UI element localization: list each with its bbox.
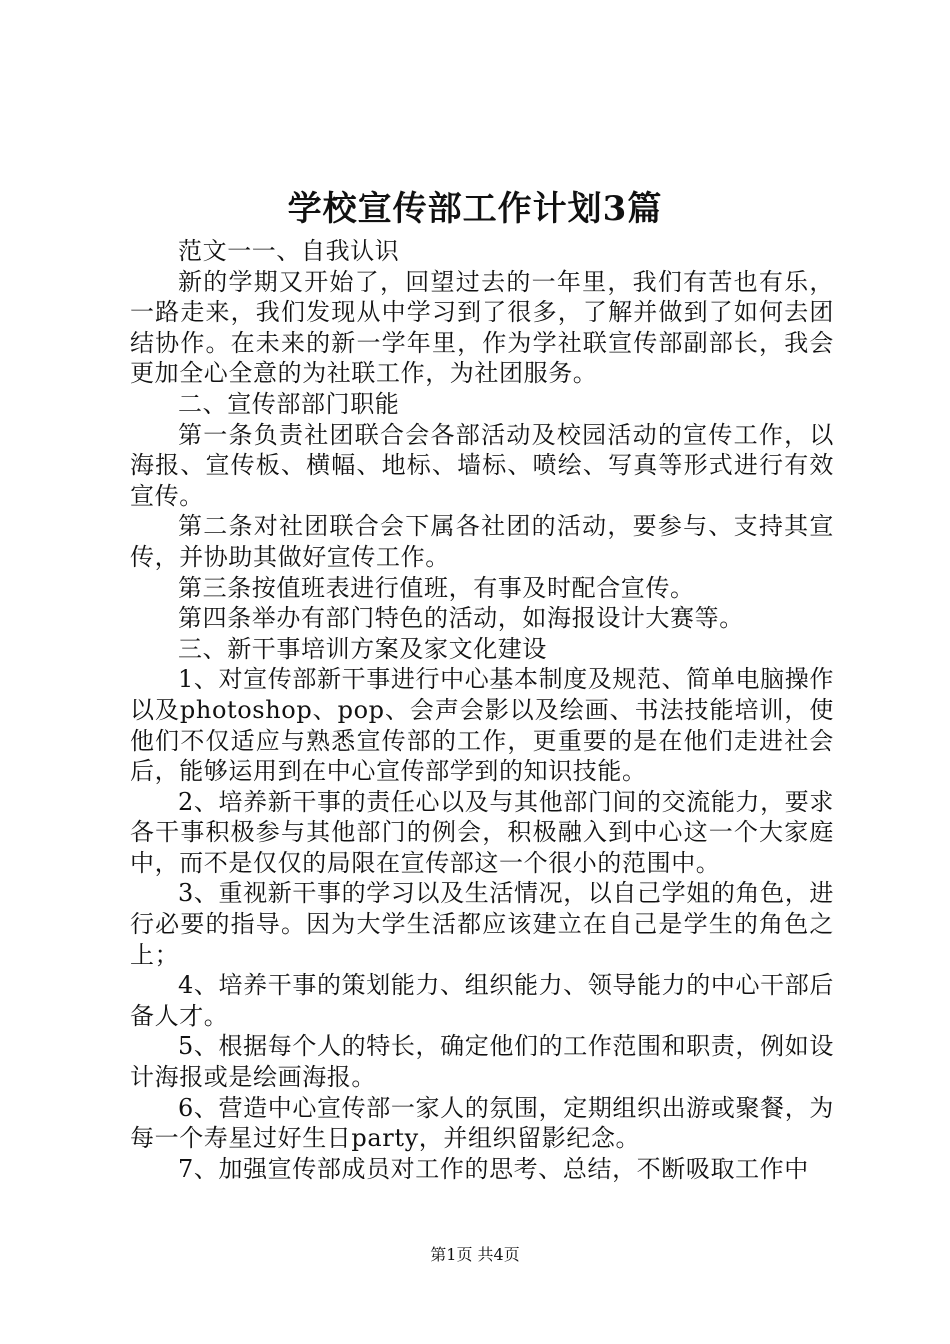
paragraph-heading-self-awareness: 范文一一、自我认识 xyxy=(178,237,400,265)
paragraph: 7、加强宣传部成员对工作的思考、总结，不断吸取工作中 xyxy=(178,1154,809,1183)
paragraph: 第一条负责社团联合会各部活动及校园活动的宣传工作，以海报、宣传板、横幅、地标、墙标、喷绘、写真等形式进行有效宣传。 xyxy=(130,420,834,510)
paragraph: 6、营造中心宣传部一家人的氛围，定期组织出游或聚餐，为每一个寿星过好生日party，并组织留影纪念。 xyxy=(130,1093,834,1153)
paragraph-heading-department-duties: 二、宣传部部门职能 xyxy=(178,389,400,418)
paragraph: 4、培养干事的策划能力、组织能力、领导能力的中心干部后备人才。 xyxy=(130,971,834,1030)
document-body xyxy=(130,236,834,1184)
paragraph: 5、根据每个人的特长，确定他们的工作范围和职责，例如设计海报或是绘画海报。 xyxy=(130,1032,834,1092)
paragraph-heading-training-plan: 三、新干事培训方案及家文化建设 xyxy=(178,634,547,663)
paragraph: 第二条对社团联合会下属各社团的活动，要参与、支持其宣传，并协助其做好宣传工作。 xyxy=(130,512,834,571)
document-title: 学校宣传部工作计划3篇 xyxy=(287,189,663,229)
paragraph: 3、重视新干事的学习以及生活情况，以自己学姐的角色，进行必要的指导。因为大学生活都应该建立在自己是学生的角色之上； xyxy=(130,879,834,969)
page-footer: 第1页 共4页 xyxy=(430,1245,520,1264)
paragraph: 第三条按值班表进行值班，有事及时配合宣传。 xyxy=(178,573,695,602)
paragraph: 新的学期又开始了，回望过去的一年里，我们有苦也有乐，一路走来，我们发现从中学习到了很多，了解并做到了如何去团结协作。在未来的新一学年里，作为学社联宣传部副部长，我会更加全心全意的为社联工作，为社团服务。 xyxy=(130,267,834,388)
paragraph: 第四条举办有部门特色的活动，如海报设计大赛等。 xyxy=(178,604,744,633)
paragraph: 2、培养新干事的责任心以及与其他部门间的交流能力，要求各干事积极参与其他部门的例会，积极融入到中心这一个大家庭中，而不是仅仅的局限在宣传部这一个很小的范围中。 xyxy=(130,787,834,877)
paragraph: 1、对宣传部新干事进行中心基本制度及规范、简单电脑操作以及photoshop、pop、会声会影以及绘画、书法技能培训，使他们不仅适应与熟悉宣传部的工作，更重要的是在他们走进社会后，能够运用到在中心宣传部学到的知识技能。 xyxy=(130,665,834,786)
